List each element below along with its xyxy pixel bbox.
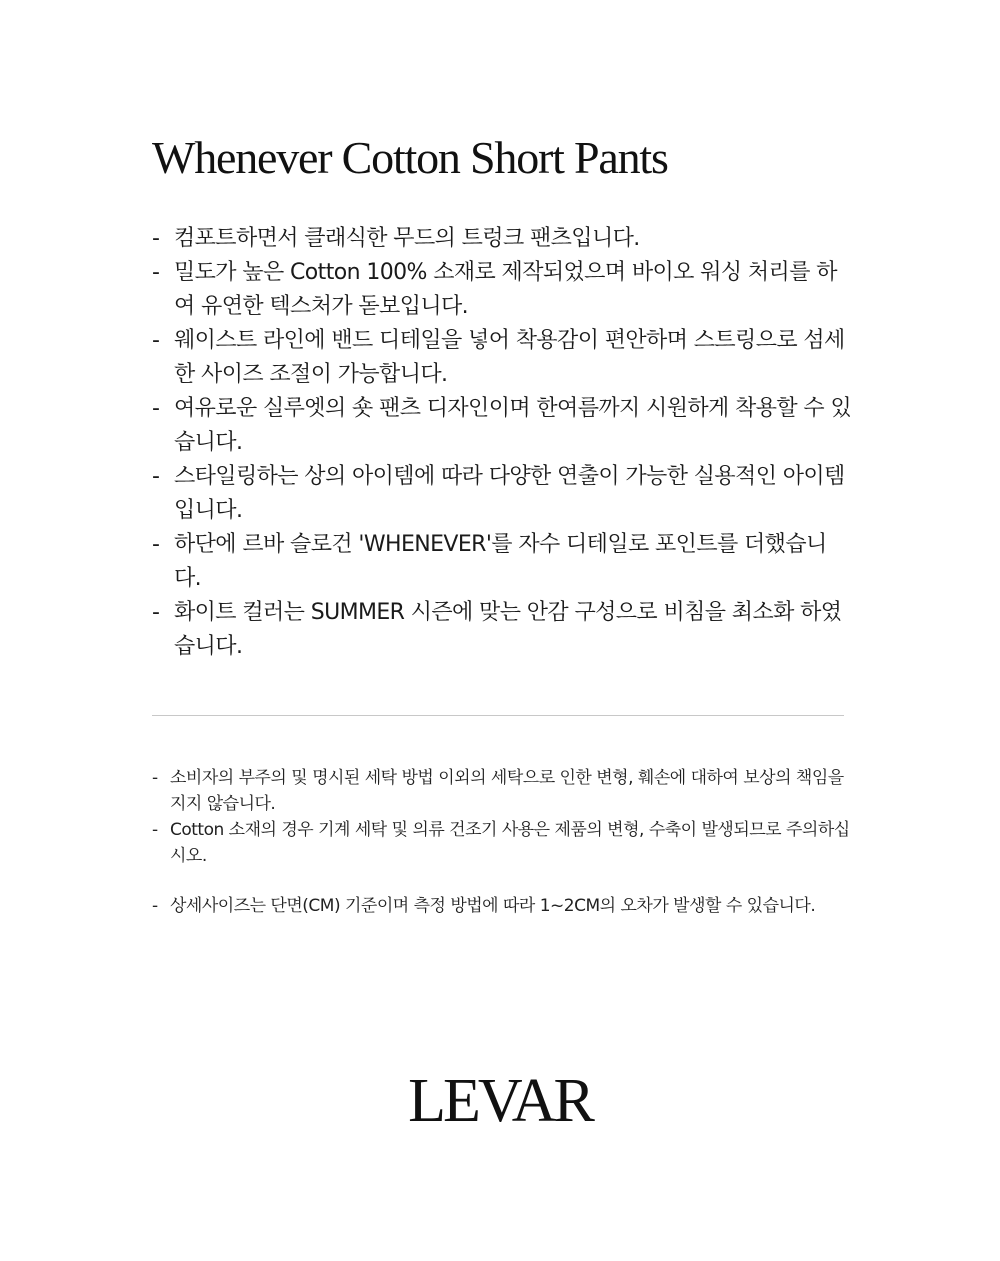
feature-item: - 웨이스트 라인에 밴드 디테일을 넣어 착용감이 편안하며 스트링으로 섬세한 사이즈 조절이 가능합니다. xyxy=(152,324,852,392)
feature-list xyxy=(152,222,852,664)
care-notes-list xyxy=(152,765,852,919)
feature-item: - 밀도가 높은 Cotton 100% 소재로 제작되었으며 바이오 워싱 처리를 하여 유연한 텍스처가 돋보입니다. xyxy=(152,256,852,324)
section-divider xyxy=(152,715,844,716)
brand-logo: LEVAR xyxy=(408,1067,592,1135)
feature-item: - 화이트 컬러는 SUMMER 시즌에 맞는 안감 구성으로 비침을 최소화 하였습니다. xyxy=(152,596,852,664)
feature-item: - 컴포트하면서 클래식한 무드의 트렁크 팬츠입니다. xyxy=(152,222,852,256)
feature-item: - 스타일링하는 상의 아이템에 따라 다양한 연출이 가능한 실용적인 아이템입니다. xyxy=(152,460,852,528)
product-title: Whenever Cotton Short Pants xyxy=(152,132,668,183)
care-note-item: - 소비자의 부주의 및 명시된 세탁 방법 이외의 세탁으로 인한 변형, 훼손에 대하여 보상의 책임을 지지 않습니다. xyxy=(152,765,852,817)
feature-item: - 하단에 르바 슬로건 'WHENEVER'를 자수 디테일로 포인트를 더했습니다. xyxy=(152,528,852,596)
size-note-item: - 상세사이즈는 단면(CM) 기준이며 측정 방법에 따라 1~2CM의 오차가 발생할 수 있습니다. xyxy=(152,893,852,919)
care-note-item: - Cotton 소재의 경우 기계 세탁 및 의류 건조기 사용은 제품의 변형, 수축이 발생되므로 주의하십시오. xyxy=(152,817,852,869)
feature-item: - 여유로운 실루엣의 숏 팬츠 디자인이며 한여름까지 시원하게 착용할 수 있습니다. xyxy=(152,392,852,460)
